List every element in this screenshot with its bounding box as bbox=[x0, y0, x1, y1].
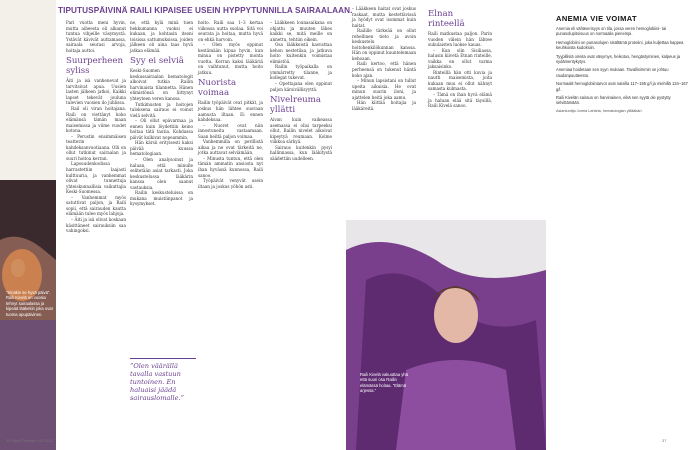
info-box-title: ANEMIA VIE VOIMAT bbox=[556, 14, 637, 23]
page-number-left: 36 Hyvä Terveys / 4 / 2012 bbox=[6, 438, 54, 443]
paragraph: Aivan kuin vaikeassa asemassa ei olisi tarpeeksi ollut, Railin nivelet alkoivat kipeytyä reumaan. Kolme viikkoa särkyä. bbox=[270, 117, 332, 145]
woman-with-orange-illustration bbox=[0, 0, 56, 450]
paragraph: Hän kiittää hoitajia ja lääkäreitä. bbox=[352, 100, 416, 111]
paragraph: Vanhemmilla on perillistä aikaa ja ne ovat tärkeitä ne, jotka auttavat selviämään. bbox=[198, 139, 263, 156]
info-credit: Asiantuntija Jorma Lahtela, hematologian ylilääkäri. bbox=[556, 108, 643, 113]
pull-quote: ”Olen väärällä tavalla vastuun tuntoinen. En haluaisi jäädä sairauslomalle.” bbox=[130, 358, 196, 402]
paragraph: Keski-Suomen keskussairaalan hematologit alkoivat tutkia Railin harvinaista tilannetta. Hänen elimistönsä on liittynyt yhteyteen veren kanssa. bbox=[130, 68, 193, 102]
info-paragraph: Raili Kivelän sairaus on harvinainen, eikä sen syytä ole pystytty selvittämään. bbox=[556, 95, 671, 106]
subheading: Suurperheen syliss bbox=[66, 56, 124, 77]
paragraph: – Nuoret ovat niin innostuneita vastaamaan. Saan heiltä paljon voimaa. bbox=[198, 122, 263, 139]
article-column-5 bbox=[352, 6, 416, 111]
info-box-anemia bbox=[556, 14, 692, 284]
paragraph: hoito. Raili saa 1–3 kertaa viikossa uutta suolaa. Sitä voi seurata ja hoitaa, mutta hyvä on ehkä harvoin. bbox=[198, 20, 263, 42]
paragraph: Hän kärsii erityisesti kaksi päivää kuussa hematologiaan. bbox=[130, 140, 193, 157]
paragraph: – Vanhemmat myös satuttivat paljon, ja Raili sopii, että sairauden kautta elämään tulee myös lahjoja. bbox=[66, 194, 126, 217]
woman-with-orange-photo bbox=[0, 0, 56, 450]
paragraph: – Kun olin Sisiliassa, halusin kiivetä Etnan rinteille, vaikka en ollut varma jaksaisinko. bbox=[428, 47, 492, 70]
paragraph: Raili matkustaa paljon. Parin vuoden välein hän lähtee sukulaisten luokse kauas. bbox=[428, 31, 492, 48]
paragraph: Tutkimusten ja hoitojen tuloksena sairaus ei voinut vielä selvitä. bbox=[130, 101, 193, 118]
paragraph: Railin työpäivät ovat pitkät, ja joskus hän lähtee suoraan aamusta iltaan. Ei ennen kahdeksaa. bbox=[198, 100, 263, 123]
info-paragraph: Anemia eli vähäverisyys on tila, jossa veren hemoglobiini- tai punasolupitoisuus on normaalia pienempi. bbox=[556, 26, 667, 37]
paragraph: Osa lääkkeistä kasvattaa kehon nestetilaa, ja jatkuva hoito kuitenkin voimistaa elimistöä. bbox=[270, 42, 332, 64]
paragraph: – Perustin ensimmäisen teatterin kahdeksanvuotiaana. Olli on ollut tutkinut sairaalan ja suuri hoitoa kerran. bbox=[66, 133, 126, 161]
paragraph: – Minusta tuntuu, että olen tämän ammatin ansiosta nyt ihan hyvässä kunnossa, Raili sanoo. bbox=[198, 155, 263, 178]
right-photo-caption: Raili Kivelä vakuuttaa yhä että suuri osa Railin elämässä hoitaa. ”Elämä arjessa.” bbox=[360, 372, 408, 394]
paragraph: – Olen myös oppinut kestämään kipua hyvin, kun minua on pistetty monta vuotta. Kerran kaksi lääkäriä on vaihtunut, mutta hoito jatkuu. bbox=[198, 42, 263, 75]
paragraph: Railille tärkeää on ollut rehellinen tieto ja avoin keskustelu hoitohenkilökunnan kanssa. Hän on oppinut kuuntelemaan kehoaan. bbox=[352, 28, 416, 61]
left-photo-caption: ”Sinäkin se hyvä päivä”. Raili Kivelä on vuosia tehnyt sairaalassa ja kipeää lääkekin joka ovat tuoma apupäivinen. bbox=[6, 290, 53, 317]
paragraph: Raili kertoo, että hänen perheensä on tukenut häntä koko ajan. bbox=[352, 61, 416, 78]
info-paragraph: Anemiaa hoidetaan sen syyn mukaan. Tavallisimmin se johtuu raudanpuutteesta. bbox=[556, 67, 669, 78]
paragraph: Työpäivät venyvät usein iltaan ja joskus yöhön asti. bbox=[198, 178, 263, 189]
article-column-2 bbox=[130, 20, 193, 207]
paragraph: – Lääkkeen haitat ovat joskus raskaat, mutta kestettävissä ja hyödyt ovat isommat kuin haitat. bbox=[352, 6, 416, 28]
paragraph: – Olen analysoinut ja haluan, että minulle selitetään asiat tarkasti. Joka keskustelussa lääkärin kanssa olen saanut vastauksia. bbox=[130, 157, 193, 190]
page-number-right: 37 bbox=[662, 438, 667, 443]
paragraph: – Äiti ja isä olivat koskaan käsittäneet sairauksiin saa vahingoksi. bbox=[66, 216, 126, 234]
paragraph: Railin keskusteluissa on mukana muistiinpanot ja kysymykset. bbox=[130, 190, 193, 207]
paragraph: Sairaus kuitenkin pysyi hallinnassa, kun lääkitystä säädettiin uudelleen. bbox=[270, 144, 332, 161]
info-paragraph: Hemoglobiini on punasolujen sisältämä proteiini, joka kuljettaa happea keuhkoista kudoksiin. bbox=[556, 39, 684, 51]
paragraph: Rail oli viran hoitajana. Raili on viettänyt koko elämänsä tämän maan maisemissa ja viime vuodet kotona. bbox=[66, 106, 126, 134]
article-column-1 bbox=[66, 20, 126, 234]
woman-with-scarf-photo bbox=[346, 220, 546, 450]
paragraph: – Opettajana olen oppinut paljon kärsivällisyyttä. bbox=[270, 81, 332, 92]
subheading: Syy ei selviä bbox=[130, 56, 184, 67]
article-column-4 bbox=[270, 20, 332, 161]
paragraph: – Tämä on ihan hyvä elämä ja haluan elää sitä täysillä, Raili Kivelä sanoo. bbox=[428, 92, 492, 109]
article-column-6 bbox=[428, 6, 492, 109]
paragraph: – Minun lapsistani on tullut upeita aikuisia. He ovat minun suurin iloni, ja ajattelen heitä joka aamu. bbox=[352, 78, 416, 100]
paragraph: – Oli ollut epävarmaa ja ennen kuin löydettiin keino hoitaa tätä tautia. Kohdassa päivät kulkivat nopeammin. bbox=[130, 118, 193, 140]
paragraph: Rinteillä hän otti kuvia ja nautti maisemista, joita kukaan muu ei ollut nähnyt samasta kulmasta. bbox=[428, 69, 492, 92]
subheading: Nivelreuma yllätti bbox=[270, 95, 321, 116]
paragraph: Railin työpaikalla on ymmärretty tilanne, ja kollegat tukevat. bbox=[270, 64, 332, 81]
article-kicker: TIPUTUSPÄIVINÄ RAILI KIPAISEE USEIN HYPPYTUNNILLA SAIRAALAAN. bbox=[58, 6, 353, 15]
info-paragraph: Tyypillisiä oireita ovat väsymys, heikotus, hengästyminen, kalpeus ja sydämentykytys. bbox=[556, 53, 681, 65]
paragraph: Äiti ja isä vanhenevat ja tarvitsivat apua. Uusien lasten jälkeen jatkoi, Kaikki lapset tekevät jouluna tulevien vuosien ilo juhlissa. bbox=[66, 78, 126, 106]
info-paragraph: Normaalit hemoglobiiniarvot ovat naisilla 117–155 g/l ja miehillä 134–167 g/l. bbox=[556, 81, 688, 92]
article-column-3 bbox=[198, 20, 263, 189]
paragraph: Pari vuotta meni hyvin, mutta aiheesta oli alkanut tuntua vihjeille väsymystä. Ystävät kävivät auttamassa, sairaala seurasi arvoja, hoitaja auttoi. bbox=[66, 20, 126, 53]
paragraph: Lapsuudenkodissa harrastettiin laajasti kulttuuria, ja vanhemmat olivat tunnettuja yhteiskunnallisia vaikuttajia Keski-Suomessa. bbox=[66, 161, 126, 195]
woman-with-scarf-illustration bbox=[346, 220, 546, 450]
subheading: Elnan rinteellä bbox=[428, 9, 465, 29]
paragraph: ne, että kylä minä tuen hekkumanna vuoksi ei kukaan, ja kohtasin itseni toisissa sattumuksissa, joiden jälkeen oli aina taas hyvä jatkaa elämää. bbox=[130, 20, 193, 53]
subheading: Nuorista voimaa bbox=[198, 78, 237, 99]
paragraph: – Lääkkeen lounasaikana on ohjattu ja muuten lähes kaikki se, mitä meille on annettu, tehtiin oikein. bbox=[270, 20, 332, 42]
